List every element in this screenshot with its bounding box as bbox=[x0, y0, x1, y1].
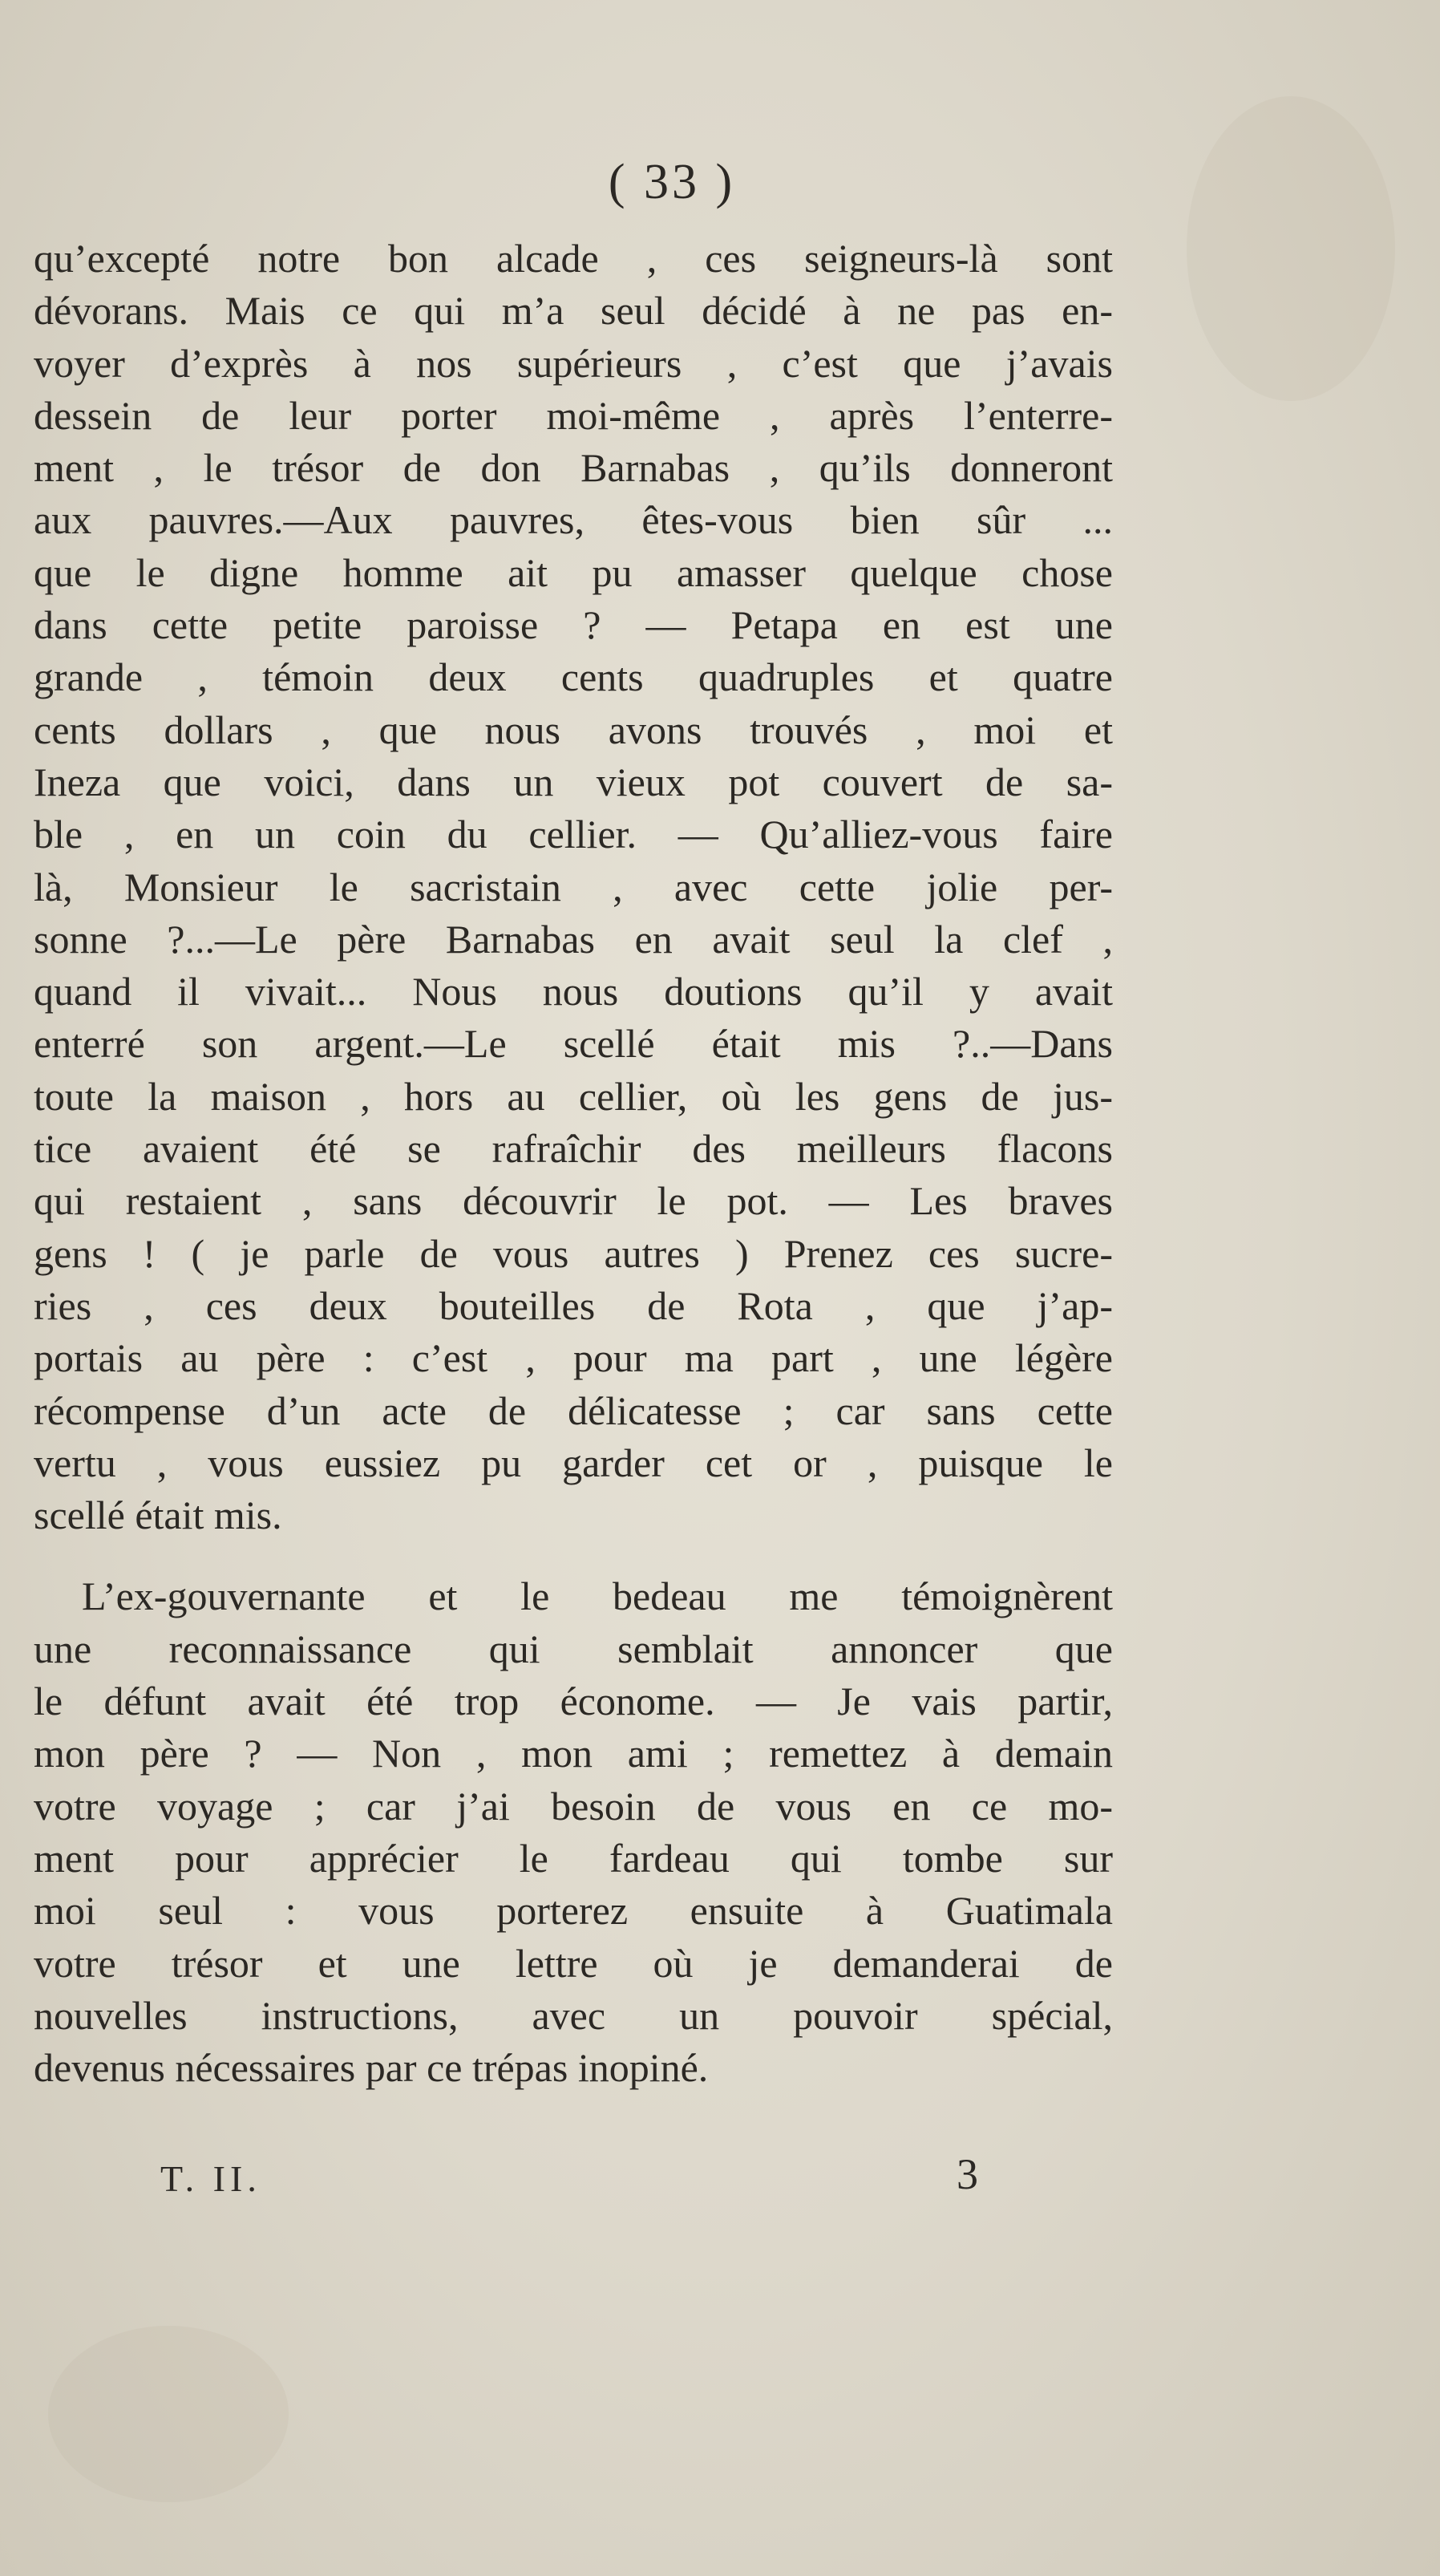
text-line: votre voyage ; car j’ai besoin de vous en ce mo- bbox=[34, 1783, 1113, 1829]
text-line: ment pour apprécier le fardeau qui tombe sur bbox=[34, 1835, 1113, 1881]
text-line: Ineza que voici, dans un vieux pot couvert de sa- bbox=[34, 759, 1113, 804]
text-line: cents dollars , que nous avons trouvés , moi et bbox=[34, 707, 1113, 752]
text-line: grande , témoin deux cents quadruples et quatre bbox=[34, 654, 1113, 700]
text-line: ment , le trésor de don Barnabas , qu’ils donneront bbox=[34, 445, 1113, 491]
paragraph-gap bbox=[34, 1541, 1113, 1570]
text-line: quand il vivait... Nous nous doutions qu’il y avait bbox=[34, 969, 1113, 1015]
text-line: ble , en un coin du cellier. — Qu’alliez-vous faire bbox=[34, 812, 1113, 857]
text-line: dévorans. Mais ce qui m’a seul décidé à ne pas en- bbox=[34, 288, 1113, 334]
text-line: L’ex-gouvernante et le bedeau me témoignèrent bbox=[82, 1574, 1113, 1619]
text-line: devenus nécessaires par ce trépas inopiné. bbox=[34, 2045, 709, 2091]
text-line: une reconnaissance qui semblait annoncer que bbox=[34, 1626, 1113, 1671]
text-line: le défunt avait été trop économe. — Je vais partir, bbox=[34, 1679, 1113, 1724]
text-line: voyer d’exprès à nos supérieurs , c’est que j’avais bbox=[34, 340, 1113, 386]
text-line: vertu , vous eussiez pu garder cet or , puisque le bbox=[34, 1440, 1113, 1485]
text-line: votre trésor et une lettre où je demanderai de bbox=[34, 1940, 1113, 1986]
text-line: dessein de leur porter moi-même , après l’enterre- bbox=[34, 392, 1113, 438]
text-line: sonne ?...—Le père Barnabas en avait seul la clef , bbox=[34, 916, 1113, 962]
text-line: moi seul : vous porterez ensuite à Guatimala bbox=[34, 1888, 1113, 1934]
text-line: enterré son argent.—Le scellé était mis ?..—Dans bbox=[34, 1021, 1113, 1067]
text-line: toute la maison , hors au cellier, où les gens de jus- bbox=[34, 1073, 1113, 1119]
text-line: tice avaient été se rafraîchir des meilleurs flacons bbox=[34, 1126, 1113, 1172]
paragraph-2 bbox=[34, 1570, 1113, 2094]
gathering-mark: 3 bbox=[957, 2150, 978, 2198]
text-line: aux pauvres.—Aux pauvres, êtes-vous bien sûr ... bbox=[34, 497, 1113, 543]
paper-stain bbox=[1187, 96, 1395, 401]
body-text bbox=[34, 233, 1113, 2094]
text-line: ries , ces deux bouteilles de Rota , que j’ap- bbox=[34, 1282, 1113, 1328]
text-line: récompense d’un acte de délicatesse ; car sans cette bbox=[34, 1387, 1113, 1433]
text-line: qui restaient , sans découvrir le pot. — Les braves bbox=[34, 1178, 1113, 1224]
text-line: là, Monsieur le sacristain , avec cette jolie per- bbox=[34, 864, 1113, 909]
text-line: gens ! ( je parle de vous autres ) Prenez ces sucre- bbox=[34, 1230, 1113, 1276]
text-line: portais au père : c’est , pour ma part , une légère bbox=[34, 1335, 1113, 1381]
text-line: scellé était mis. bbox=[34, 1493, 282, 1538]
text-line: qu’excepté notre bon alcade , ces seigneurs-là sont bbox=[34, 236, 1113, 281]
paper-stain bbox=[48, 2326, 289, 2502]
text-line: que le digne homme ait pu amasser quelque chose bbox=[34, 549, 1113, 595]
page-number: ( 33 ) bbox=[608, 155, 736, 209]
volume-signature: T. II. bbox=[160, 2158, 261, 2199]
text-line: mon père ? — Non , mon ami ; remettez à demain bbox=[34, 1731, 1113, 1776]
text-line: nouvelles instructions, avec un pouvoir spécial, bbox=[34, 1992, 1113, 2038]
text-line: dans cette petite paroisse ? — Petapa en est une bbox=[34, 602, 1113, 648]
paragraph-1 bbox=[34, 233, 1113, 1541]
